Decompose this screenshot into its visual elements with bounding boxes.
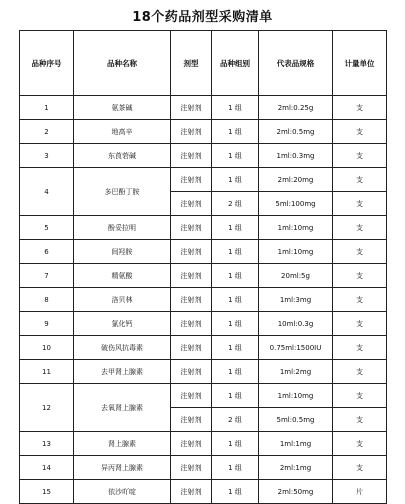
item-group-cell: 1 组 — [212, 168, 259, 192]
unit-cell: 支 — [333, 264, 387, 288]
item-group-cell: 1 组 — [212, 480, 259, 504]
item-number-cell: 10 — [20, 336, 74, 360]
item-number-cell: 14 — [20, 456, 74, 480]
unit-cell: 支 — [333, 96, 387, 120]
item-number-cell: 15 — [20, 480, 74, 504]
header-item-group: 品种组别 — [212, 31, 259, 96]
item-number-cell: 6 — [20, 240, 74, 264]
item-name-cell: 多巴酚丁胺 — [74, 168, 171, 216]
header-representative-spec: 代表品规格 — [259, 31, 333, 96]
spec-cell: 0.75ml:1500IU — [259, 336, 333, 360]
spec-cell: 1ml:10mg — [259, 240, 333, 264]
table-row — [20, 312, 387, 336]
table-row — [20, 456, 387, 480]
spec-cell: 1ml:10mg — [259, 216, 333, 240]
item-number-cell: 11 — [20, 360, 74, 384]
item-group-cell: 1 组 — [212, 456, 259, 480]
dosage-form-cell: 注射剂 — [171, 168, 212, 192]
item-name-cell: 去甲肾上腺素 — [74, 360, 171, 384]
item-number-cell: 2 — [20, 120, 74, 144]
item-number-cell: 8 — [20, 288, 74, 312]
spec-cell: 10ml:0.3g — [259, 312, 333, 336]
table-body — [20, 96, 387, 504]
item-name-cell: 去氧肾上腺素 — [74, 384, 171, 432]
item-group-cell: 1 组 — [212, 312, 259, 336]
unit-cell: 支 — [333, 336, 387, 360]
item-number-cell: 7 — [20, 264, 74, 288]
dosage-form-cell: 注射剂 — [171, 336, 212, 360]
dosage-form-cell: 注射剂 — [171, 456, 212, 480]
item-group-cell: 1 组 — [212, 384, 259, 408]
unit-cell: 支 — [333, 192, 387, 216]
item-name-cell: 地高辛 — [74, 120, 171, 144]
item-number-cell: 9 — [20, 312, 74, 336]
table-row — [20, 288, 387, 312]
dosage-form-cell: 注射剂 — [171, 360, 212, 384]
unit-cell: 支 — [333, 384, 387, 408]
table-row — [20, 168, 387, 192]
table-row — [20, 216, 387, 240]
table-header-row — [20, 31, 387, 96]
unit-cell: 支 — [333, 312, 387, 336]
unit-cell: 支 — [333, 432, 387, 456]
dosage-form-cell: 注射剂 — [171, 480, 212, 504]
header-item-number: 品种序号 — [20, 31, 74, 96]
item-group-cell: 1 组 — [212, 360, 259, 384]
item-group-cell: 1 组 — [212, 120, 259, 144]
item-name-cell: 酚妥拉明 — [74, 216, 171, 240]
spec-cell: 2ml:0.5mg — [259, 120, 333, 144]
item-name-cell: 间羟胺 — [74, 240, 171, 264]
unit-cell: 支 — [333, 408, 387, 432]
item-number-cell: 1 — [20, 96, 74, 120]
unit-cell: 支 — [333, 360, 387, 384]
unit-cell: 支 — [333, 216, 387, 240]
spec-cell: 5ml:100mg — [259, 192, 333, 216]
spec-cell: 20ml:5g — [259, 264, 333, 288]
item-group-cell: 1 组 — [212, 216, 259, 240]
dosage-form-cell: 注射剂 — [171, 312, 212, 336]
spec-cell: 1ml:10mg — [259, 384, 333, 408]
spec-cell: 1ml:1mg — [259, 432, 333, 456]
dosage-form-cell: 注射剂 — [171, 120, 212, 144]
table-row — [20, 240, 387, 264]
item-number-cell: 12 — [20, 384, 74, 432]
item-name-cell: 破伤风抗毒素 — [74, 336, 171, 360]
spec-cell: 2ml:0.25g — [259, 96, 333, 120]
table-row — [20, 360, 387, 384]
spec-cell: 5ml:0.5mg — [259, 408, 333, 432]
dosage-form-cell: 注射剂 — [171, 264, 212, 288]
spec-cell: 2ml:20mg — [259, 168, 333, 192]
dosage-form-cell: 注射剂 — [171, 432, 212, 456]
unit-cell: 支 — [333, 144, 387, 168]
page-title: 18个药品剂型采购清单 — [132, 10, 273, 25]
table-row — [20, 432, 387, 456]
item-group-cell: 1 组 — [212, 240, 259, 264]
item-group-cell: 2 组 — [212, 408, 259, 432]
spec-cell: 2ml:1mg — [259, 456, 333, 480]
item-name-cell: 洛贝林 — [74, 288, 171, 312]
item-group-cell: 1 组 — [212, 336, 259, 360]
table-row — [20, 144, 387, 168]
item-number-cell: 13 — [20, 432, 74, 456]
item-name-cell: 氯化钙 — [74, 312, 171, 336]
unit-cell: 支 — [333, 456, 387, 480]
unit-cell: 支 — [333, 240, 387, 264]
item-group-cell: 2 组 — [212, 192, 259, 216]
item-number-cell: 5 — [20, 216, 74, 240]
item-group-cell: 1 组 — [212, 144, 259, 168]
dosage-form-cell: 注射剂 — [171, 384, 212, 408]
dosage-form-cell: 注射剂 — [171, 240, 212, 264]
item-group-cell: 1 组 — [212, 288, 259, 312]
item-name-cell: 精氨酸 — [74, 264, 171, 288]
item-group-cell: 1 组 — [212, 264, 259, 288]
dosage-form-cell: 注射剂 — [171, 96, 212, 120]
unit-cell: 支 — [333, 288, 387, 312]
table-row — [20, 120, 387, 144]
procurement-table — [19, 30, 387, 504]
header-item-name: 品种名称 — [74, 31, 171, 96]
header-dosage-form: 剂型 — [171, 31, 212, 96]
unit-cell: 片 — [333, 480, 387, 504]
item-name-cell: 氨茶碱 — [74, 96, 171, 120]
item-name-cell: 肾上腺素 — [74, 432, 171, 456]
table-row — [20, 384, 387, 408]
dosage-form-cell: 注射剂 — [171, 192, 212, 216]
unit-cell: 支 — [333, 120, 387, 144]
item-group-cell: 1 组 — [212, 432, 259, 456]
item-name-cell: 依沙吖啶 — [74, 480, 171, 504]
table-row — [20, 336, 387, 360]
spec-cell: 1ml:0.3mg — [259, 144, 333, 168]
spec-cell: 1ml:3mg — [259, 288, 333, 312]
spec-cell: 1ml:2mg — [259, 360, 333, 384]
item-name-cell: 异丙肾上腺素 — [74, 456, 171, 480]
item-name-cell: 东莨菪碱 — [74, 144, 171, 168]
dosage-form-cell: 注射剂 — [171, 144, 212, 168]
item-number-cell: 3 — [20, 144, 74, 168]
item-number-cell: 4 — [20, 168, 74, 216]
dosage-form-cell: 注射剂 — [171, 408, 212, 432]
dosage-form-cell: 注射剂 — [171, 288, 212, 312]
spec-cell: 2ml:50mg — [259, 480, 333, 504]
header-unit: 计量单位 — [333, 31, 387, 96]
dosage-form-cell: 注射剂 — [171, 216, 212, 240]
unit-cell: 支 — [333, 168, 387, 192]
table-row — [20, 264, 387, 288]
item-group-cell: 1 组 — [212, 96, 259, 120]
table-row — [20, 96, 387, 120]
